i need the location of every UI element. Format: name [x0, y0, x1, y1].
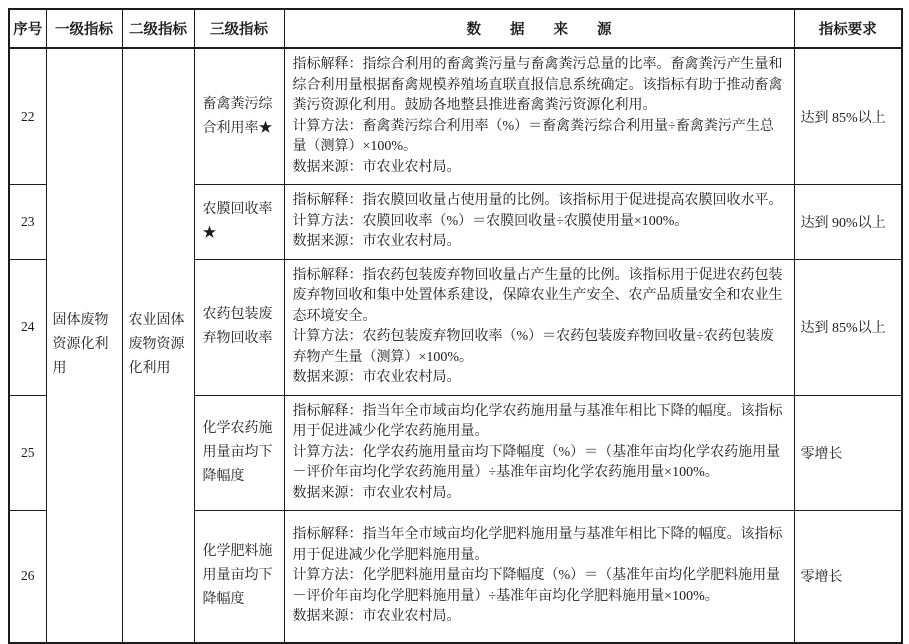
header-level1-indicator: 一级指标	[46, 9, 122, 48]
indicator-explanation: 指标解释：指当年全市域亩均化学肥料施用量与基准年相比下降的幅度。该指标用于促进减少化学肥料施用量。	[292, 527, 783, 563]
data-source-line: 数据来源：市农业农村局。	[292, 609, 461, 624]
data-source-cell	[284, 395, 794, 511]
level2-indicator-cell: 农业固体废物资源化利用	[122, 48, 194, 643]
header-serial-number: 序号	[9, 9, 46, 48]
level3-indicator-cell: 化学肥料施用量亩均下降幅度	[194, 511, 284, 643]
indicator-explanation: 指标解释：指农药包装废弃物回收量占产生量的比例。该指标用于促进农药包装废弃物回收和集中处置体系建设，保障农业生产安全、农产品质量安全和农业生态环境安全。	[292, 267, 783, 324]
requirement-cell: 达到 90%以上	[794, 185, 902, 260]
calculation-method: 计算方法：农膜回收率（%）＝农膜回收量÷农膜使用量×100%。	[292, 213, 689, 229]
table-row-22	[9, 48, 902, 185]
level3-indicator-cell: 化学农药施用量亩均下降幅度	[194, 395, 284, 511]
header-row	[9, 9, 902, 48]
data-source-line: 数据来源：市农业农村局。	[292, 159, 461, 175]
serial-number-cell: 22	[9, 48, 46, 185]
requirement-cell: 达到 85%以上	[794, 48, 902, 185]
level3-indicator-cell: 畜禽粪污综合利用率★	[194, 48, 284, 185]
serial-number-cell: 25	[9, 395, 46, 511]
data-source-line: 数据来源：市农业农村局。	[292, 370, 461, 385]
data-source-line: 数据来源：市农业农村局。	[292, 485, 461, 501]
indicator-table	[8, 8, 903, 644]
serial-number-cell: 23	[9, 185, 46, 260]
indicator-explanation: 指标解释：指当年全市域亩均化学农药施用量与基准年相比下降的幅度。该指标用于促进减少化学农药施用量。	[292, 403, 783, 439]
requirement-cell: 零增长	[794, 511, 902, 643]
header-data-source: 数 据 来 源	[284, 9, 794, 48]
calculation-method: 计算方法：化学肥料施用量亩均下降幅度（%）＝（基准年亩均化学肥料施用量－评价年亩均化学肥料施用量）÷基准年亩均化学肥料施用量×100%。	[292, 568, 781, 604]
serial-number-cell: 24	[9, 259, 46, 395]
header-level3-indicator: 三级指标	[194, 9, 284, 48]
indicator-explanation: 指标解释：指综合利用的畜禽粪污量与畜禽粪污总量的比率。畜禽粪污产生量和综合利用量根据畜禽规模养殖场直联直报信息系统确定。该指标有助于推动畜禽粪污资源化利用。鼓励各地整县推进畜禽粪污资源化利用。	[292, 57, 783, 113]
calculation-method: 计算方法：畜禽粪污综合利用率（%）＝畜禽粪污综合利用量÷畜禽粪污产生总量（测算）×100%。	[292, 118, 774, 154]
header-level2-indicator: 二级指标	[122, 9, 194, 48]
data-source-cell	[284, 259, 794, 395]
header-requirement: 指标要求	[794, 9, 902, 48]
calculation-method: 计算方法：化学农药施用量亩均下降幅度（%）＝（基准年亩均化学农药施用量－评价年亩均化学农药施用量）÷基准年亩均化学农药施用量×100%。	[292, 444, 781, 480]
requirement-cell: 达到 85%以上	[794, 259, 902, 395]
level3-indicator-cell: 农膜回收率★	[194, 185, 284, 260]
data-source-line: 数据来源：市农业农村局。	[292, 234, 461, 249]
requirement-cell: 零增长	[794, 395, 902, 511]
level3-indicator-cell: 农药包装废弃物回收率	[194, 259, 284, 395]
indicator-explanation: 指标解释：指农膜回收量占使用量的比例。该指标用于促进提高农膜回收水平。	[292, 193, 783, 208]
calculation-method: 计算方法：农药包装废弃物回收率（%）＝农药包装废弃物回收量÷农药包装废弃物产生量（测算）×100%。	[292, 329, 774, 365]
serial-number-cell: 26	[9, 511, 46, 643]
level1-indicator-cell: 固体废物资源化利用	[46, 48, 122, 643]
data-source-cell	[284, 185, 794, 260]
data-source-cell	[284, 48, 794, 185]
data-source-cell	[284, 511, 794, 643]
